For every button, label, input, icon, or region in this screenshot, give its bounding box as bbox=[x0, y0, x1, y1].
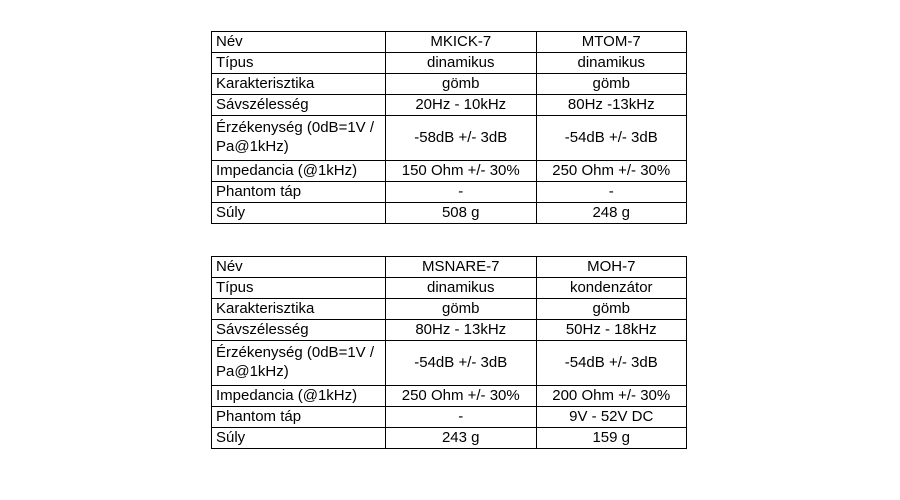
row-label-karakterisztika: Karakterisztika bbox=[212, 74, 386, 95]
row-karakterisztika bbox=[212, 74, 687, 95]
cell-value: 250 Ohm +/- 30% bbox=[386, 386, 537, 407]
cell-value: dinamikus bbox=[386, 53, 537, 74]
row-label-savszelesseg: Sávszélesség bbox=[212, 95, 386, 116]
cell-value: - bbox=[386, 182, 537, 203]
cell-value: 508 g bbox=[386, 203, 537, 224]
cell-value: -54dB +/- 3dB bbox=[386, 341, 537, 386]
row-savszelesseg bbox=[212, 95, 687, 116]
row-label-erzekenyseg: Érzékenység (0dB=1V / Pa@1kHz) bbox=[212, 116, 386, 161]
row-tipus bbox=[212, 278, 687, 299]
cell-value: kondenzátor bbox=[536, 278, 687, 299]
row-label-impedancia: Impedancia (@1kHz) bbox=[212, 161, 386, 182]
row-label-tipus: Típus bbox=[212, 53, 386, 74]
cell-value: dinamikus bbox=[386, 278, 537, 299]
row-label-nev: Név bbox=[212, 257, 386, 278]
row-erzekenyseg bbox=[212, 341, 687, 386]
row-tipus bbox=[212, 53, 687, 74]
model-name-moh-7: MOH-7 bbox=[536, 257, 687, 278]
row-label-erzekenyseg: Érzékenység (0dB=1V / Pa@1kHz) bbox=[212, 341, 386, 386]
row-impedancia bbox=[212, 386, 687, 407]
cell-value: 150 Ohm +/- 30% bbox=[386, 161, 537, 182]
cell-value: 20Hz - 10kHz bbox=[386, 95, 537, 116]
cell-value: - bbox=[386, 407, 537, 428]
row-impedancia bbox=[212, 161, 687, 182]
cell-value: -58dB +/- 3dB bbox=[386, 116, 537, 161]
row-label-phantom: Phantom táp bbox=[212, 182, 386, 203]
cell-value: 200 Ohm +/- 30% bbox=[536, 386, 687, 407]
row-label-phantom: Phantom táp bbox=[212, 407, 386, 428]
row-suly bbox=[212, 203, 687, 224]
row-savszelesseg bbox=[212, 320, 687, 341]
model-name-msnare-7: MSNARE-7 bbox=[386, 257, 537, 278]
row-label-savszelesseg: Sávszélesség bbox=[212, 320, 386, 341]
model-name-mkick-7: MKICK-7 bbox=[386, 32, 537, 53]
row-phantom bbox=[212, 407, 687, 428]
row-karakterisztika bbox=[212, 299, 687, 320]
cell-value: 250 Ohm +/- 30% bbox=[536, 161, 687, 182]
row-phantom bbox=[212, 182, 687, 203]
cell-value: 159 g bbox=[536, 428, 687, 449]
row-label-tipus: Típus bbox=[212, 278, 386, 299]
spec-table-2 bbox=[211, 256, 687, 449]
cell-value: 248 g bbox=[536, 203, 687, 224]
cell-value: -54dB +/- 3dB bbox=[536, 116, 687, 161]
row-erzekenyseg bbox=[212, 116, 687, 161]
row-label-suly: Súly bbox=[212, 428, 386, 449]
cell-value: 9V - 52V DC bbox=[536, 407, 687, 428]
spec-table-1 bbox=[211, 31, 687, 224]
cell-value: 80Hz -13kHz bbox=[536, 95, 687, 116]
cell-value: gömb bbox=[536, 299, 687, 320]
cell-value: gömb bbox=[536, 74, 687, 95]
cell-value: 80Hz - 13kHz bbox=[386, 320, 537, 341]
row-label-karakterisztika: Karakterisztika bbox=[212, 299, 386, 320]
cell-value: dinamikus bbox=[536, 53, 687, 74]
model-name-mtom-7: MTOM-7 bbox=[536, 32, 687, 53]
row-nev bbox=[212, 32, 687, 53]
cell-value: 50Hz - 18kHz bbox=[536, 320, 687, 341]
cell-value: - bbox=[536, 182, 687, 203]
cell-value: gömb bbox=[386, 299, 537, 320]
cell-value: gömb bbox=[386, 74, 537, 95]
cell-value: 243 g bbox=[386, 428, 537, 449]
row-label-impedancia: Impedancia (@1kHz) bbox=[212, 386, 386, 407]
row-label-suly: Súly bbox=[212, 203, 386, 224]
cell-value: -54dB +/- 3dB bbox=[536, 341, 687, 386]
row-label-nev: Név bbox=[212, 32, 386, 53]
row-suly bbox=[212, 428, 687, 449]
row-nev bbox=[212, 257, 687, 278]
